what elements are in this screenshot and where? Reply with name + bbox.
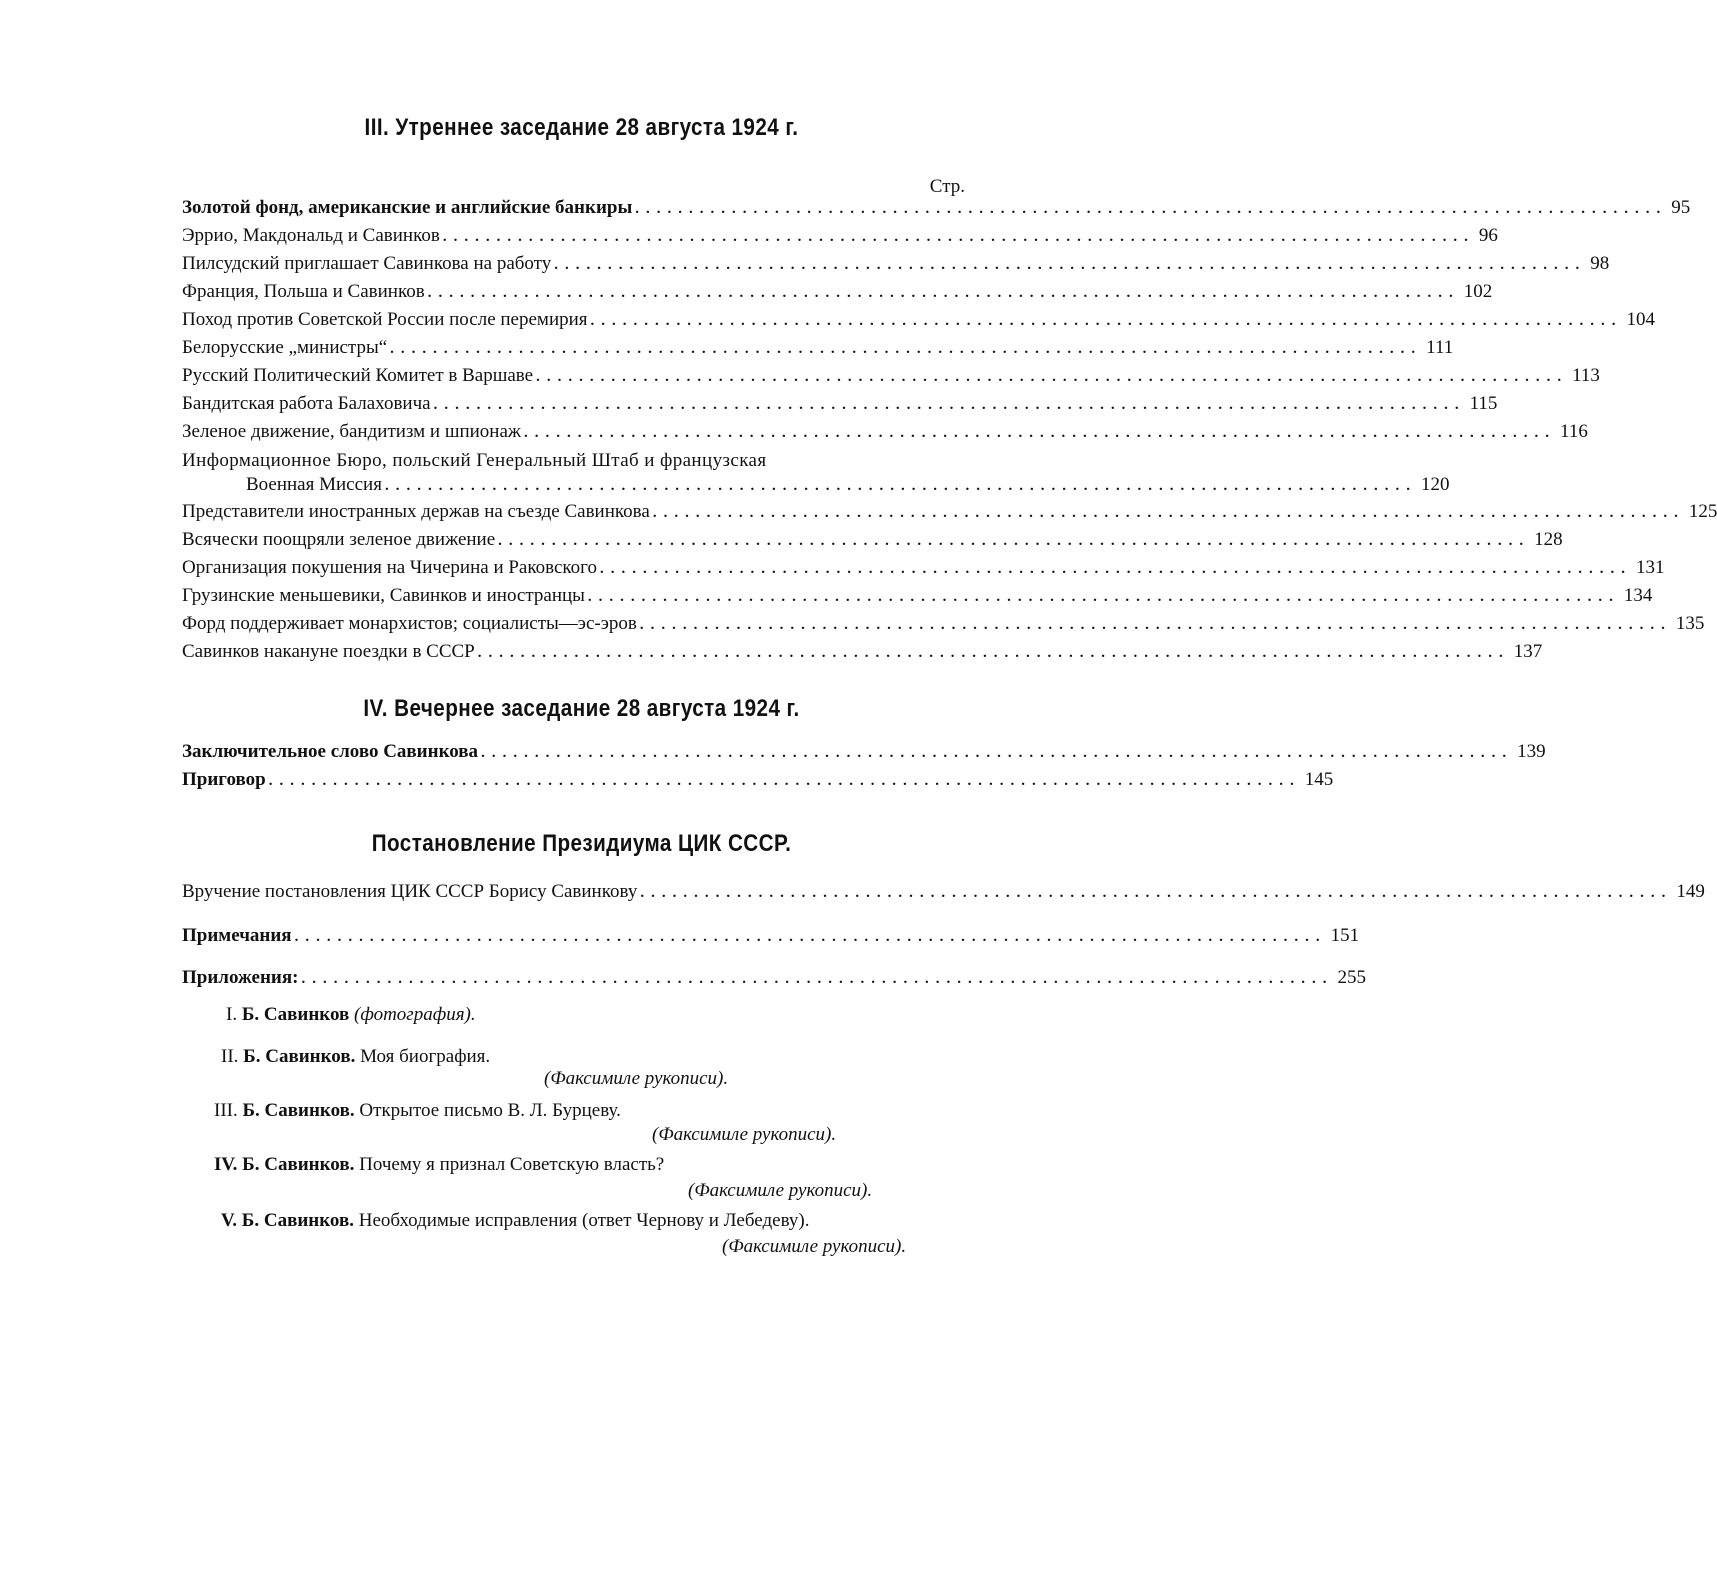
leader-dots: ................................................................................................ <box>498 533 1531 549</box>
toc-section-5 <box>182 878 1705 992</box>
entry-page: 139 <box>1517 741 1546 762</box>
toc-entry[interactable] <box>182 222 1498 250</box>
leader-dots: ................................................................................................ <box>268 773 1301 789</box>
leader-dots: ................................................................................................ <box>590 313 1623 329</box>
appendix-title: Почему я признал Советскую власть? <box>359 1154 665 1175</box>
leader-dots: ................................................................................................ <box>652 505 1685 521</box>
toc-section-4 <box>182 738 1546 794</box>
entry-page: 111 <box>1426 337 1454 358</box>
entry-page: 116 <box>1560 421 1588 442</box>
entry-page: 98 <box>1590 253 1610 274</box>
entry-page: 120 <box>1420 474 1450 495</box>
entry-page: 137 <box>1513 641 1543 662</box>
entry-title: Белорусские „министры“ <box>182 337 388 358</box>
entry-title: Примечания <box>182 925 292 946</box>
entry-page: 145 <box>1304 769 1334 790</box>
appendix-note: (Факсимиле рукописи). <box>544 1068 729 1089</box>
leader-dots: ................................................................................................ <box>554 257 1587 273</box>
leader-dots: ................................................................................................ <box>635 201 1668 217</box>
appendix-author: Б. Савинков. <box>241 1210 354 1231</box>
toc-entry[interactable] <box>182 766 1334 794</box>
entry-title: Всячески поощряли зеленое движение <box>182 529 496 550</box>
toc-entry[interactable] <box>182 278 1493 306</box>
toc-entry[interactable] <box>182 498 1717 526</box>
appendix-number: V. <box>221 1210 238 1231</box>
appendix-note: (Факсимиле рукописи). <box>652 1124 837 1145</box>
entry-page: 115 <box>1469 393 1498 414</box>
section-3-heading: III. Утреннее заседание 28 августа 1924 г. <box>364 114 799 141</box>
toc-entry[interactable] <box>182 964 1366 992</box>
entry-title: Вручение постановления ЦИК СССР Борису Савинкову <box>182 881 638 902</box>
entry-page: 104 <box>1626 309 1656 330</box>
entry-page: 151 <box>1330 925 1360 946</box>
entry-title: Пилсудский приглашает Савинкова на работу <box>182 253 552 274</box>
entry-title: Приговор <box>182 769 266 790</box>
leader-dots: ................................................................................................ <box>301 971 1334 987</box>
leader-dots: ................................................................................................ <box>524 425 1557 441</box>
appendix-item[interactable] <box>214 1154 664 1176</box>
toc-entry[interactable] <box>182 738 1546 766</box>
entry-page: 128 <box>1534 529 1563 550</box>
toc-section-3 <box>182 194 1717 666</box>
toc-entry[interactable] <box>182 250 1610 278</box>
toc-entry[interactable] <box>182 390 1498 418</box>
appendix-title: Моя биография. <box>360 1046 491 1067</box>
toc-entry[interactable] <box>182 922 1360 950</box>
toc-entry[interactable] <box>182 446 1450 498</box>
appendix-title: Открытое письмо В. Л. Бурцеву. <box>359 1100 621 1121</box>
entry-title: Бандитская работа Балаховича <box>182 393 431 414</box>
entry-title: Заключительное слово Савинкова <box>182 741 479 762</box>
leader-dots: ................................................................................................ <box>481 745 1514 761</box>
page-column-header: Стр. <box>929 176 965 197</box>
toc-entry[interactable] <box>182 554 1665 582</box>
entry-page: 113 <box>1572 365 1600 386</box>
entry-title: Представители иностранных держав на съезде Савинкова <box>182 501 650 522</box>
toc-entry[interactable] <box>182 362 1600 390</box>
leader-dots: ................................................................................................ <box>600 561 1633 577</box>
entry-title: Русский Политический Комитет в Варшаве <box>182 365 534 386</box>
appendix-note: (Факсимиле рукописи). <box>688 1180 873 1201</box>
appendix-number: II. <box>221 1046 239 1067</box>
entry-page: 134 <box>1623 585 1653 606</box>
entry-title: Организация покушения на Чичерина и Раковского <box>182 557 598 578</box>
entry-title: Савинков накануне поездки в СССР <box>182 641 475 662</box>
entry-title: Золотой фонд, американские и английские банкиры <box>182 197 633 218</box>
leader-dots: ................................................................................................ <box>433 397 1466 413</box>
leader-dots: ................................................................................................ <box>427 285 1460 301</box>
appendix-item[interactable] <box>226 1004 476 1026</box>
toc-entry[interactable] <box>182 878 1705 906</box>
appendix-title: Необходимые исправления (ответ Чернову и Лебедеву). <box>358 1210 810 1231</box>
entry-title: Франция, Польша и Савинков <box>182 281 425 302</box>
toc-entry[interactable] <box>182 306 1656 334</box>
appendix-author: Б. Савинков. <box>242 1154 355 1175</box>
leader-dots: ................................................................................................ <box>587 589 1620 605</box>
leader-dots: ................................................................................................ <box>384 478 1417 494</box>
entry-title: Информационное Бюро, польский Генеральный Штаб и французская <box>182 450 767 471</box>
toc-entry[interactable] <box>182 582 1653 610</box>
leader-dots: ................................................................................................ <box>477 645 1510 661</box>
appendix-item[interactable] <box>221 1210 809 1232</box>
appendix-title: (фотография). <box>354 1004 476 1025</box>
entry-page: 135 <box>1675 613 1705 634</box>
entry-page: 125 <box>1688 501 1717 522</box>
appendix-author: Б. Савинков. <box>242 1100 355 1121</box>
toc-entry[interactable] <box>182 638 1543 666</box>
leader-dots: ................................................................................................ <box>640 885 1673 901</box>
entry-title: Зеленое движение, бандитизм и шпионаж <box>182 421 522 442</box>
leader-dots: ................................................................................................ <box>390 341 1423 357</box>
toc-entry[interactable] <box>182 418 1588 446</box>
entry-title: Эррио, Макдональд и Савинков <box>182 225 440 246</box>
toc-entry[interactable] <box>182 194 1691 222</box>
toc-entry[interactable] <box>182 610 1705 638</box>
section-4-heading: IV. Вечернее заседание 28 августа 1924 г. <box>363 695 800 722</box>
entry-title: Грузинские меньшевики, Савинков и иностранцы <box>182 585 585 606</box>
toc-entry[interactable] <box>182 526 1563 554</box>
entry-title: Приложения: <box>182 967 299 988</box>
leader-dots: ................................................................................................ <box>294 929 1327 945</box>
entry-page: 96 <box>1478 225 1498 246</box>
entry-page: 149 <box>1676 881 1705 902</box>
appendix-number: III. <box>214 1100 238 1121</box>
entry-title-cont: Военная Миссия <box>246 474 382 495</box>
appendix-number: I. <box>226 1004 238 1025</box>
appendix-author: Б. Савинков. <box>243 1046 356 1067</box>
appendix-item[interactable] <box>214 1100 621 1122</box>
entry-page: 102 <box>1463 281 1493 302</box>
entry-page: 255 <box>1337 967 1366 988</box>
appendix-author: Б. Савинков <box>241 1004 350 1025</box>
entry-page: 131 <box>1636 557 1665 578</box>
appendix-item[interactable] <box>221 1046 490 1068</box>
section-5-heading: Постановление Президиума ЦИК СССР. <box>371 830 792 857</box>
leader-dots: ................................................................................................ <box>536 369 1569 385</box>
leader-dots: ................................................................................................ <box>639 617 1672 633</box>
toc-entry[interactable] <box>182 334 1454 362</box>
entry-title: Поход против Советской России после перемирия <box>182 309 588 330</box>
appendix-note: (Факсимиле рукописи). <box>722 1236 907 1257</box>
leader-dots: ................................................................................................ <box>442 229 1475 245</box>
entry-title: Форд поддерживает монархистов; социалисты—эс-эров <box>182 613 637 634</box>
appendix-number: IV. <box>214 1154 238 1175</box>
entry-page: 95 <box>1671 197 1691 218</box>
